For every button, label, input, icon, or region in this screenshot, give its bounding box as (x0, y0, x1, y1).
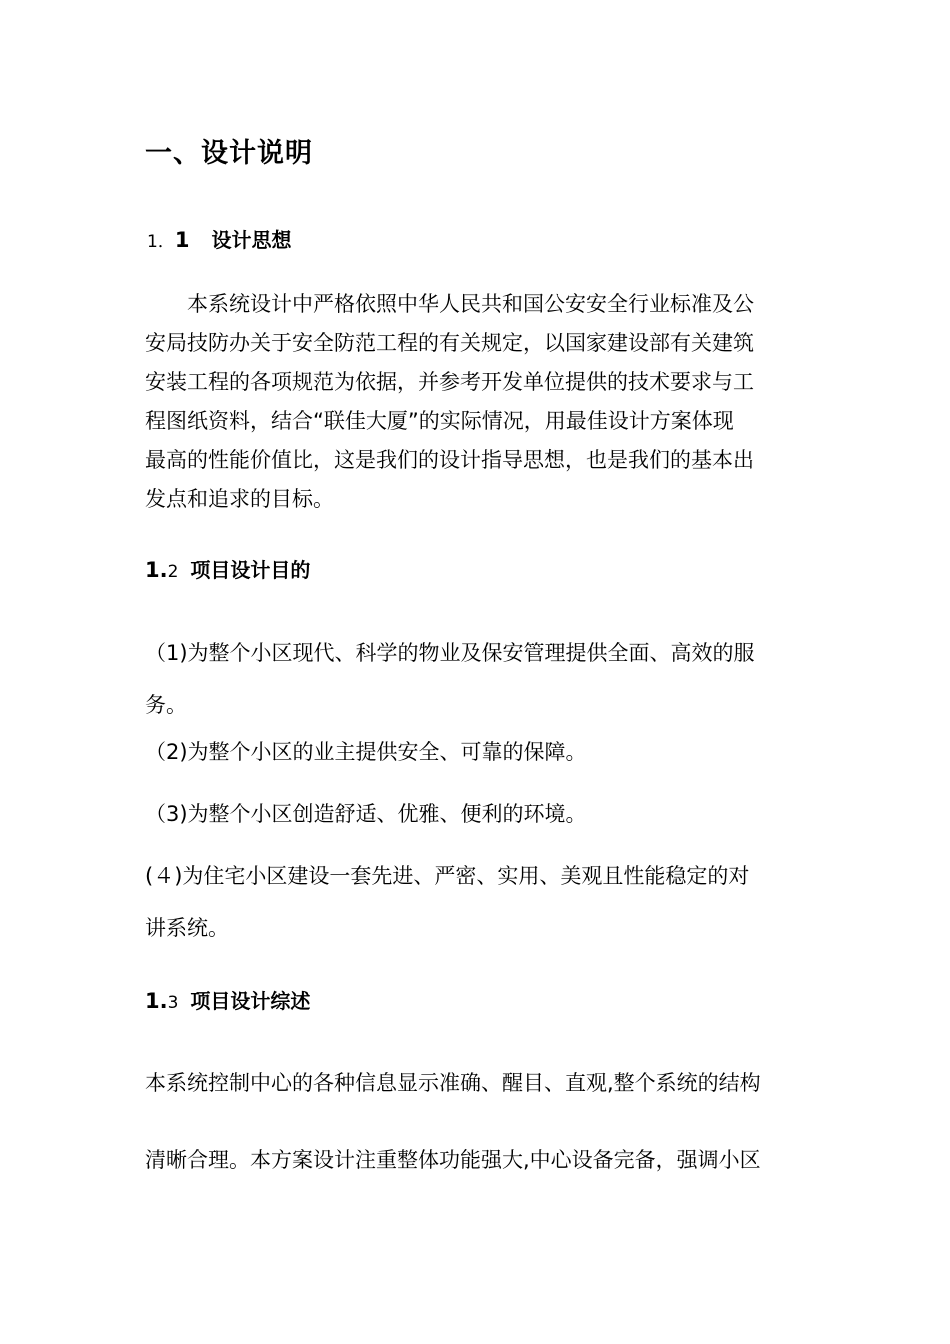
list-item-line: 讲系统。 (145, 916, 229, 940)
subsection-heading-1-3 (145, 985, 310, 1014)
list-item (145, 799, 587, 829)
heading-title: 项目设计综述 (190, 989, 311, 1013)
list-item-line: （1)为整个小区现代、科学的物业及保安管理提供全面、高效的服 (145, 641, 755, 665)
heading-number-prefix: 1． (147, 232, 175, 252)
heading-title: 项目设计目的 (190, 558, 311, 582)
paragraph-line: 本系统设计中严格依照中华人民共和国公安安全行业标准及公 (187, 292, 754, 316)
subsection-heading-1-1 (147, 224, 291, 253)
section-title: 一、设计说明 (145, 138, 313, 169)
paragraph-overview-line: 本系统控制中心的各种信息显示准确、醒目、直观,整个系统的结构 (145, 1071, 761, 1095)
paragraph-line: 发点和追求的目标。 (145, 487, 334, 511)
heading-number-prefix: 1. (145, 989, 168, 1013)
paragraph-line: 安装工程的各项规范为依据，并参考开发单位提供的技术要求与工 (145, 370, 754, 394)
paragraph-line: 最高的性能价值比，这是我们的设计指导思想，也是我们的基本出 (145, 448, 754, 472)
heading-number: 3 (167, 993, 179, 1013)
paragraph-overview-line: 清晰合理。本方案设计注重整体功能强大,中心设备完备，强调小区 (145, 1148, 761, 1172)
heading-number-prefix: 1. (145, 558, 168, 582)
subsection-heading-1-2 (145, 554, 310, 583)
list-item (145, 737, 587, 767)
list-item-line: （3)为整个小区创造舒适、优雅、便利的环境。 (145, 802, 587, 826)
list-item-line: （2)为整个小区的业主提供安全、可靠的保障。 (145, 740, 587, 764)
heading-title: 设计思想 (211, 228, 292, 252)
list-item (145, 861, 749, 943)
paragraph-line: 安局技防办关于安全防范工程的有关规定，以国家建设部有关建筑 (145, 331, 754, 355)
heading-number: 1 (174, 228, 190, 252)
paragraph-line: 程图纸资料，结合“联佳大厦”的实际情况，用最佳设计方案体现 (145, 409, 734, 433)
list-item-line: 务。 (145, 693, 187, 717)
list-item-line: (４)为住宅小区建设一套先进、严密、实用、美观且性能稳定的对 (145, 864, 750, 888)
list-item (145, 638, 755, 720)
heading-number: 2 (167, 562, 179, 582)
paragraph-design-idea (145, 285, 805, 519)
